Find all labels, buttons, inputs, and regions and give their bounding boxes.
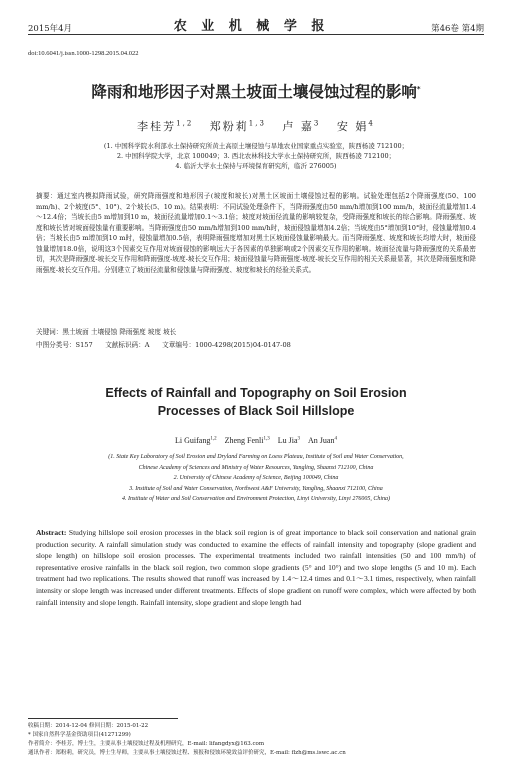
author-name: 卢 嘉 [282, 120, 314, 133]
abstract-english [36, 527, 476, 608]
abstract-chinese-text: 通过室内模拟降雨试验，研究降雨强度和地形因子(坡度和坡长)对黑土区坡面土壤侵蚀过程的影响。试验处理包括2个降雨强度(50、100 mm/h)、2个坡度(5°、10°)、2个坡长(5、10 m)。结果表明：不同试验处理条件下，当降雨强度由50 mm/h增加到100 mm/h，坡面径流量增加1.4～12.4倍；当坡长由5 m增加到10 m，坡面径流量增加0.1～3.1倍；坡度对坡面径流量的影响较复杂，受降雨强度和坡长的综合影响。降雨强度、坡度和坡长皆对坡面侵蚀量有重要影响。当降雨强度由50 mm/h增加到100 mm/h时，坡面侵蚀量增加4.2倍；当坡度由5°增加到10°时，侵蚀量增加0.4倍；当坡长由5 m增加到10 m时，侵蚀量增加0.5倍，表明降雨强度增加对黑土区坡面侵蚀量影响最大。而当降雨强度、坡度和坡长均增大时，坡面侵蚀量增加18.0倍，说明这3个因素交互作用对坡面侵蚀的影响远大于各因素的单独影响或2个因素交互作用的影响。坡面径流量与降雨强度的关系最密切，其次是降雨强度-坡长交互作用和降雨强度-坡度-坡长交互作用；坡面侵蚀量与降雨强度-坡度-坡长交互作用的相关关系最显著，其次是降雨强度和降雨强度-坡长交互作用。分别建立了坡面径流量和侵蚀量与降雨强度、坡度和坡长的经验关系式。 [36, 192, 477, 274]
author-affil-mark: 3 [313, 119, 321, 128]
affiliation-line: 4. Institute of Water and Soil Conservation and Environment Protection, Linyi University, Linyi 276005, China) [122, 496, 390, 502]
header-journal-name: 农 业 机 械 学 报 [173, 19, 330, 34]
footnote-funding: * 国家自然科学基金资助项目(41271299) [28, 732, 131, 738]
title-english-line: Effects of Rainfall and Topography on Soil Erosion [105, 386, 407, 400]
author-name: Zheng Fenli [224, 436, 264, 445]
affiliations-english [40, 452, 472, 505]
author-affil-mark: 4 [368, 119, 375, 128]
keywords-chinese [36, 327, 476, 338]
running-header [28, 14, 484, 35]
document-code: 文献标识码：A [105, 341, 150, 349]
author-name: Li Guifang [175, 436, 211, 445]
abstract-english-text: Studying hillslope soil erosion processes in the black soil region is of great importance to black soil conservation and national grain production security. A rainfall simulation study was conducted to examine the effects of rainfall intensity and topography (slope gradient and slope length) on hillslope soil erosion processes. The experimental treatments included two rainfall intensities (50 and 100 mm/h) of representative erosive rainfalls in the black soil region, two common slope gradients (5° and 10°) and two slope lengths (5 and 10 m). Each treatment had two replications. The results showed that runoff was increased by 1.4～12.4 times and 0.1～3.1 times, respectively, when rainfall intensity or slope length was increased under different treatments. Effects of slope gradient on runoff were complex, which were affected by both rainfall intensity and slope length. Rainfall intensity, slope gradient and slope length had [36, 528, 476, 607]
affiliation-line: (1. 中国科学院水利部水土保持研究所黄土高原土壤侵蚀与旱地农业国家重点实验室，陕西杨凌 712100； [103, 142, 409, 150]
clc-number: 中图分类号：S157 [36, 341, 93, 349]
author-affil-mark: 1,2 [176, 119, 194, 128]
affiliation-line: 2. 中国科学院大学，北京 100049；3. 西北农林科技大学水土保持研究所，陕西杨凌 712100； [116, 152, 396, 160]
author-name: 李桂芳 [137, 120, 177, 133]
footnotes [28, 722, 484, 758]
title-english [28, 384, 484, 420]
affiliation-line: (1. State Key Laboratory of Soil Erosion and Dryland Farming on Loess Plateau, Institute of Soil and Water Conservation, [108, 454, 404, 460]
author-affil-mark: 1,3 [263, 436, 270, 442]
authors-chinese [28, 118, 484, 134]
affiliation-line: 2. University of Chinese Academy of Science, Beijing 100049, China [173, 475, 339, 481]
keywords-text: 黑土坡面 土壤侵蚀 降雨强度 坡度 坡长 [62, 328, 177, 336]
doi: doi:10.6041/j.issn.1000-1298.2015.04.022 [28, 50, 139, 57]
title-funding-mark: * [416, 84, 421, 93]
header-volume: 第46卷 第4期 [431, 24, 484, 34]
keywords-label: 关键词： [36, 328, 63, 336]
classification-line [36, 340, 476, 351]
title-chinese [28, 80, 484, 102]
footnote-divider [28, 718, 178, 719]
title-english-line: Processes of Black Soil Hillslope [157, 404, 355, 418]
affiliation-line: Chinese Academy of Sciences and Ministry of Water Resources, Yangling, Shaanxi 712100, China [138, 464, 374, 471]
author-name: An Juan [308, 436, 335, 445]
author-name: 郑粉莉 [209, 120, 249, 133]
author-affil-mark: 4 [334, 436, 337, 442]
authors-english [28, 436, 484, 445]
author-name: 安 娟 [336, 120, 369, 133]
affiliations-chinese [40, 141, 472, 171]
author-affil-mark: 1,2 [210, 436, 217, 442]
abstract-chinese-label: 摘要： [36, 192, 57, 200]
footnote-author-bio: 作者简介：李桂芳，博士生，主要从事土壤侵蚀过程及机理研究，E-mail: lifangdyx@163.com [28, 741, 265, 747]
article-number: 文章编号：1000-4298(2015)04-0147-08 [162, 341, 291, 349]
footnote-corresponding-author: 通讯作者：郑粉莉，研究员，博士生导师，主要从事土壤侵蚀过程、预报和侵蚀环境效益评价研究，E-mail: flzh@ms.iswc.ac.cn [28, 750, 346, 756]
author-affil-mark: 1,3 [248, 119, 266, 128]
title-chinese-text: 降雨和地形因子对黑土坡面土壤侵蚀过程的影响 [91, 83, 417, 101]
header-date: 2015年4月 [28, 24, 73, 34]
abstract-english-label: Abstract: [36, 528, 67, 537]
affiliation-line: 4. 临沂大学水土保持与环境保育研究所，临沂 276005) [175, 162, 337, 170]
author-name: Lu Jia [277, 436, 298, 445]
abstract-chinese [36, 191, 476, 275]
author-affil-mark: 3 [297, 436, 301, 442]
footnote-dates: 收稿日期：2014-12-04 修回日期：2015-01-22 [28, 723, 149, 729]
affiliation-line: 3. Institute of Soil and Water Conservation, Northwest A&F University, Yangling, Shaanxi 712100, China [129, 485, 383, 492]
